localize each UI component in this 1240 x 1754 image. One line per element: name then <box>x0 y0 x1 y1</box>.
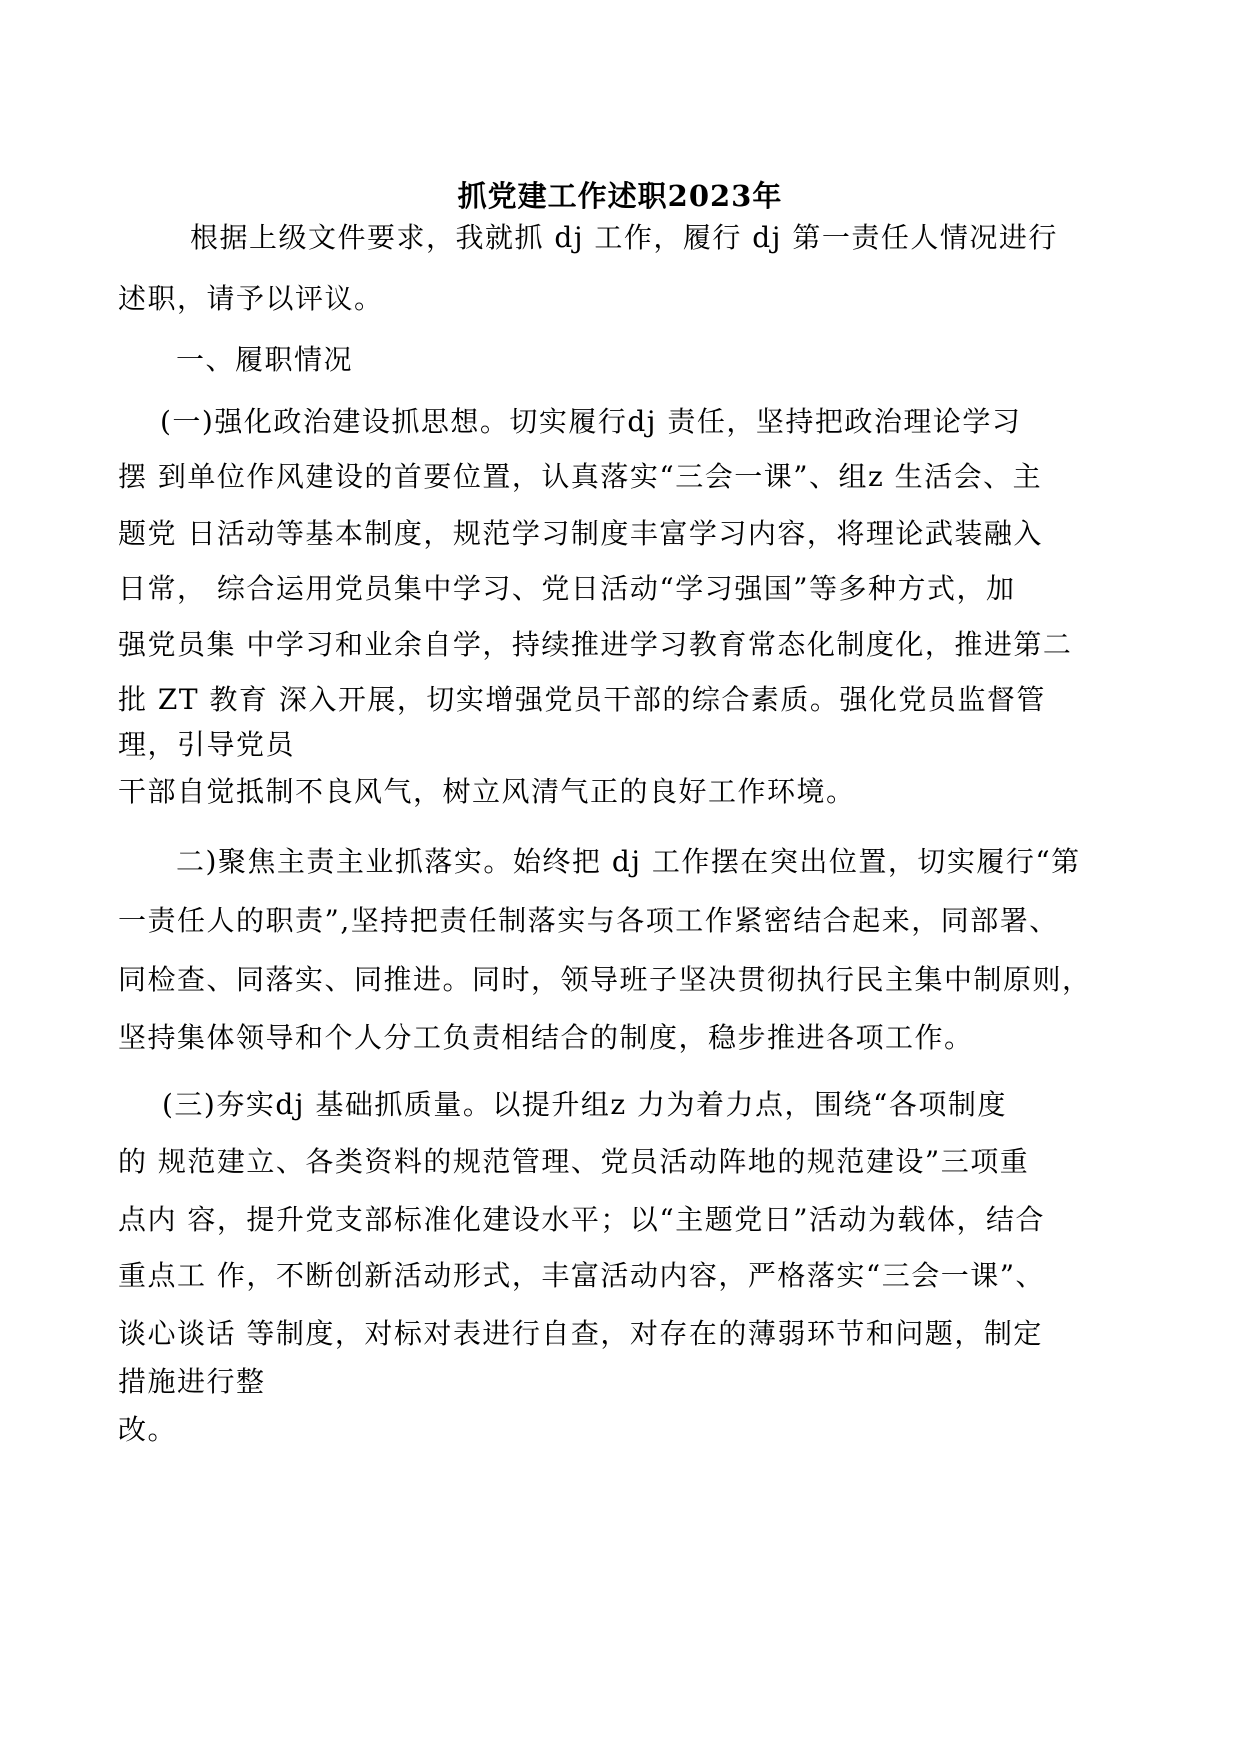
paragraph-line: 日常， 综合运用党员集中学习、党日活动“学习强国”等多种方式，加 <box>118 572 1016 605</box>
paragraph-line: 根据上级文件要求，我就抓 dj 工作，履行 dj 第一责任人情况进行 <box>190 221 1058 254</box>
paragraph-line: 题党 日活动等基本制度，规范学习制度丰富学习内容，将理论武装融入 <box>118 517 1043 550</box>
paragraph-line: 点内 容，提升党支部标准化建设水平；以“主题党日”活动为载体，结合 <box>118 1203 1046 1236</box>
paragraph-line: 干部自觉抵制不良风气，树立风清气正的良好工作环境。 <box>118 775 856 808</box>
paragraph-line: 述职，请予以评议。 <box>118 282 384 315</box>
paragraph-line: 的 规范建立、各类资料的规范管理、党员活动阵地的规范建设”三项重 <box>118 1145 1030 1178</box>
paragraph-line: 摆 到单位作风建设的首要位置，认真落实“三会一课”、组z 生活会、主 <box>118 460 1043 493</box>
paragraph-line: 坚持集体领导和个人分工负责相结合的制度，稳步推进各项工作。 <box>118 1021 974 1054</box>
document-title: 抓党建工作述职2023年 <box>457 179 783 213</box>
paragraph-line: 同检查、同落实、同推进。同时，领导班子坚决贯彻执行民主集中制原则， <box>118 963 1092 996</box>
paragraph-line: 措施进行整 <box>118 1365 266 1398</box>
paragraph-line: 强党员集 中学习和业余自学，持续推进学习教育常态化制度化，推进第二 <box>118 628 1073 661</box>
paragraph-line: (一)强化政治建设抓思想。切实履行dj 责任，坚持把政治理论学习 <box>160 405 1022 438</box>
paragraph-line: 理，引导党员 <box>118 728 296 761</box>
paragraph-line: 谈心谈话 等制度，对标对表进行自查，对存在的薄弱环节和问题，制定 <box>118 1317 1043 1350</box>
paragraph-line: 批 ZT 教育 深入开展，切实增强党员干部的综合素质。强化党员监督管 <box>118 683 1046 716</box>
paragraph-line: 一责任人的职责”,坚持把责任制落实与各项工作紧密结合起来，同部署、 <box>118 904 1059 937</box>
paragraph-line: (三)夯实dj 基础抓质量。以提升组z 力为着力点，围绕“各项制度 <box>162 1088 1007 1121</box>
section-heading: 一、履职情况 <box>176 343 354 376</box>
paragraph-line: 改。 <box>118 1413 178 1446</box>
paragraph-line: 二)聚焦主责主业抓落实。始终把 dj 工作摆在突出位置，切实履行“第 <box>176 845 1081 878</box>
paragraph-line: 重点工 作，不断创新活动形式，丰富活动内容，严格落实“三会一课”、 <box>118 1259 1046 1292</box>
